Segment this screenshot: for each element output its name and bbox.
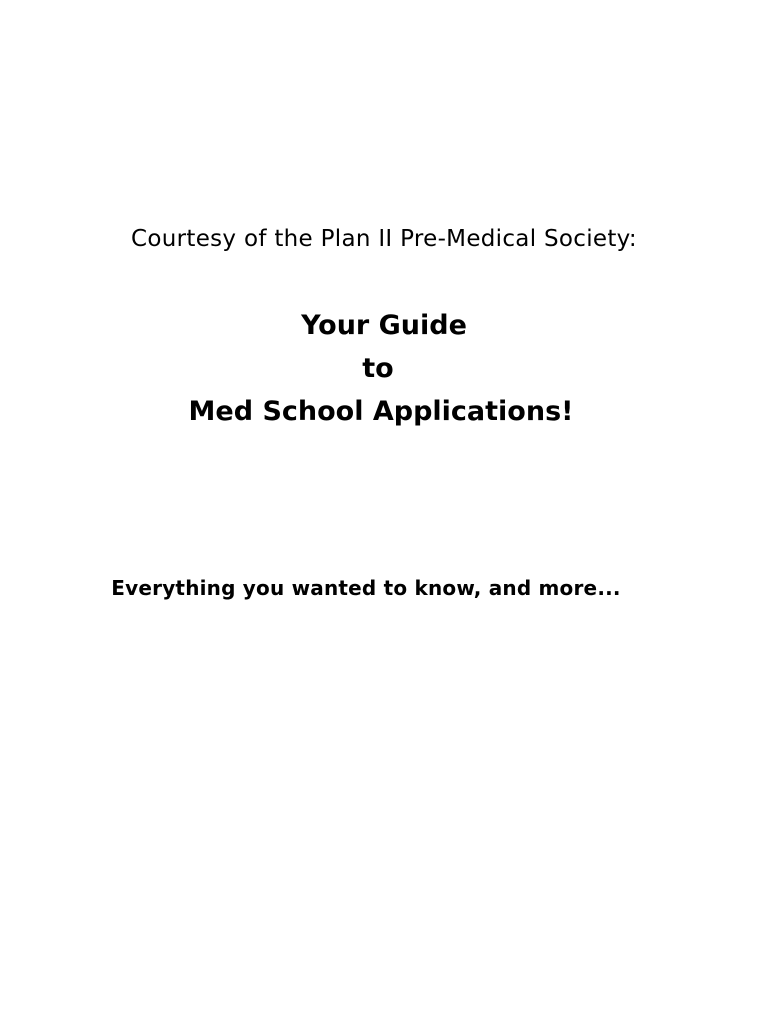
courtesy-line: Courtesy of the Plan II Pre-Medical Society: (131, 226, 637, 252)
title-line-to: to (362, 353, 394, 384)
title-line-your-guide: Your Guide (301, 310, 467, 341)
tagline: Everything you wanted to know, and more... (111, 576, 621, 600)
title-line-med-school-applications: Med School Applications! (188, 396, 574, 427)
document-title (0, 304, 768, 433)
